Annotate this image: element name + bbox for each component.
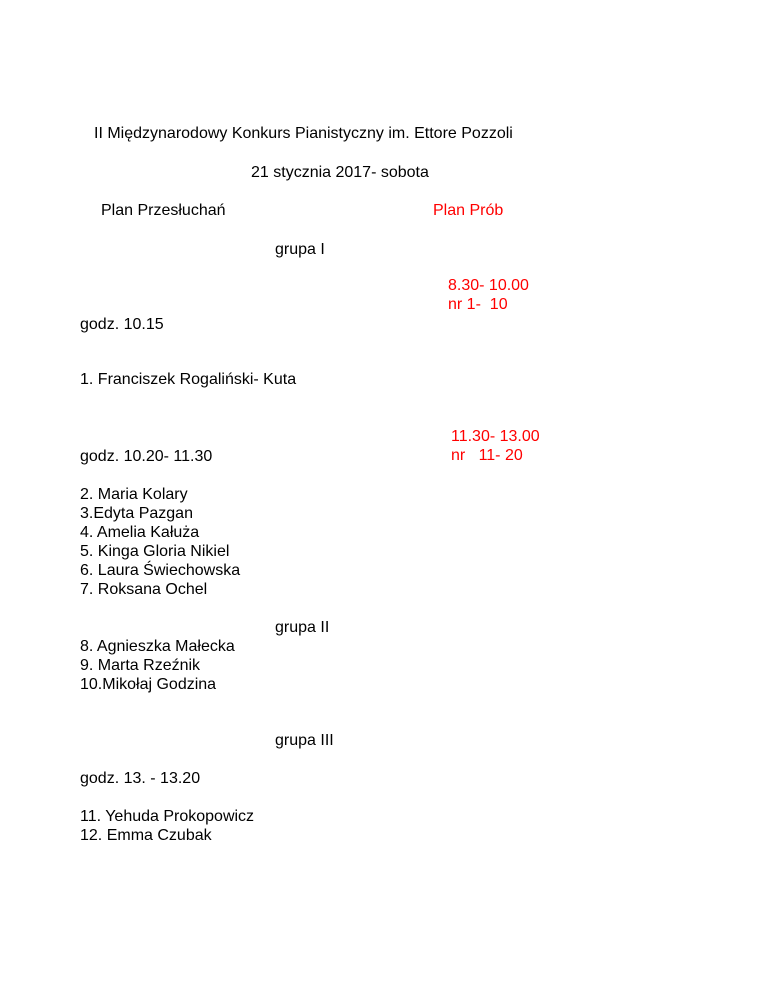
rehearsal-1-time: 8.30- 10.00	[448, 277, 529, 294]
participant-8: 8. Agnieszka Małecka	[80, 638, 235, 655]
plan-prob-header: Plan Prób	[433, 202, 504, 219]
group-2-label: grupa II	[275, 619, 330, 636]
participant-6: 6. Laura Świechowska	[80, 562, 241, 579]
time-slot-3: godz. 13. - 13.20	[80, 770, 201, 787]
group-1-label: grupa I	[275, 241, 325, 258]
participant-9: 9. Marta Rzeźnik	[80, 657, 201, 674]
participant-2: 2. Maria Kolary	[80, 486, 188, 503]
participant-7: 7. Roksana Ochel	[80, 581, 208, 598]
participant-5: 5. Kinga Gloria Nikiel	[80, 543, 230, 560]
time-slot-2: godz. 10.20- 11.30	[80, 448, 213, 465]
participant-4: 4. Amelia Kałuża	[80, 524, 200, 541]
participant-10: 10.Mikołaj Godzina	[80, 676, 217, 693]
rehearsal-1-numbers: nr 1- 10	[448, 296, 508, 313]
group-3-label: grupa III	[275, 732, 334, 749]
rehearsal-2-time: 11.30- 13.00	[451, 428, 540, 445]
time-slot-1: godz. 10.15	[80, 316, 164, 333]
participant-3: 3.Edyta Pazgan	[80, 505, 193, 522]
date-line: 21 stycznia 2017- sobota	[251, 164, 429, 181]
rehearsal-2-numbers: nr 11- 20	[451, 447, 523, 464]
plan-przesluchan-header: Plan Przesłuchań	[101, 202, 226, 219]
participant-11: 11. Yehuda Prokopowicz	[80, 808, 255, 825]
participant-1: 1. Franciszek Rogaliński- Kuta	[80, 371, 297, 388]
participant-12: 12. Emma Czubak	[80, 827, 212, 844]
document-title: II Międzynarodowy Konkurs Pianistyczny im. Ettore Pozzoli	[94, 125, 513, 142]
